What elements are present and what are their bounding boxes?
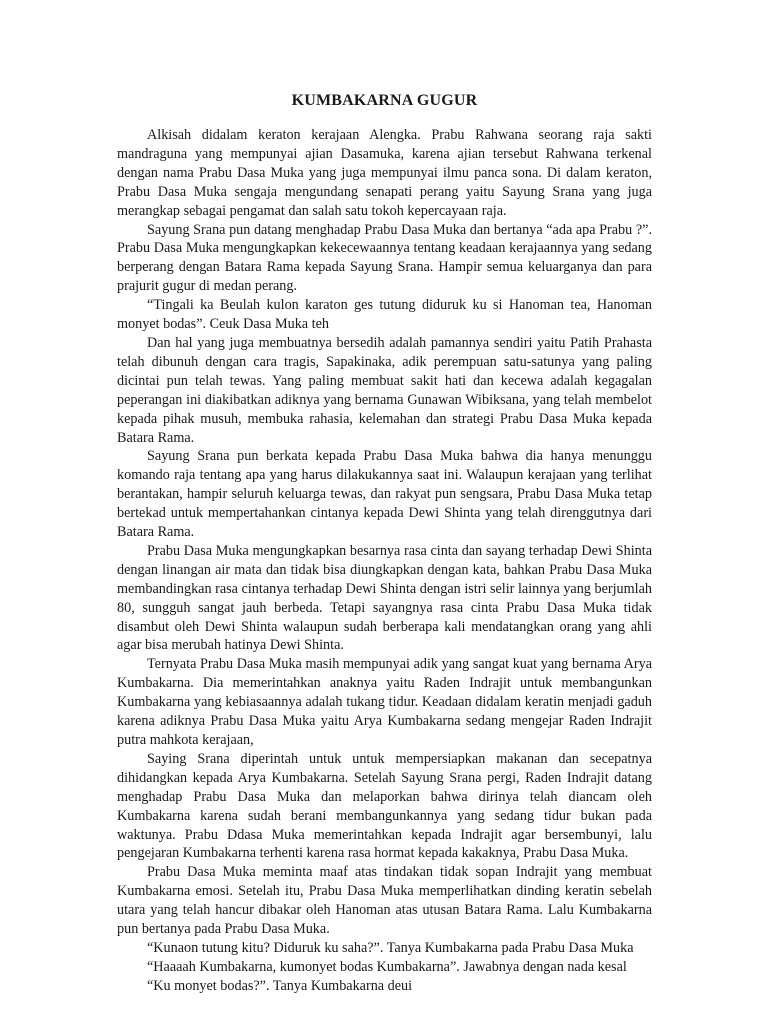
paragraph: Ternyata Prabu Dasa Muka masih mempunyai adik yang sangat kuat yang bernama Arya Kumbakarna. Dia memerintahkan anaknya yaitu Raden Indrajit untuk membangunkan Kumbakarna yang kebiasaannya adalah tukang tidur. Keadaan didalam keratin menjadi gaduh karena adiknya Prabu Dasa Muka yaitu Arya Kumbakarna sedang mengejar Raden Indrajit putra mahkota kerajaan, — [117, 656, 652, 748]
paragraph: “Tingali ka Beulah kulon karaton ges tutung diduruk ku si Hanoman tea, Hanoman monyet bodas”. Ceuk Dasa Muka teh — [117, 297, 652, 333]
paragraph: Dan hal yang juga membuatnya bersedih adalah pamannya sendiri yaitu Patih Prahasta telah dibunuh dengan cara tragis, Sapakinaka, adik perempuan satu-satunya yang paling dicintai pun telah tewas. Yang paling membuat sakit hati dan kecewa adalah kegagalan peperangan ini diakibatkan adiknya yang bernama Gunawan Wibiksana, yang telah membelot kepada pihak musuh, membuka rahasia, kelemahan dan strategi Prabu Dasa Muka kepada Batara Rama. — [117, 334, 652, 446]
paragraph: Sayung Srana pun berkata kepada Prabu Dasa Muka bahwa dia hanya menunggu komando raja tentang apa yang harus dilakukannya saat ini. Walaupun kerajaan yang terlihat berantakan, hampir seluruh keluarga tewas, dan rakyat pun sengsara, Prabu Dasa Muka tetap bertekad untuk mempertahankan cintanya kepada Dewi Shinta yang telah direnggutnya dari Batara Rama. — [117, 448, 652, 541]
paragraph: Prabu Dasa Muka mengungkapkan besarnya rasa cinta dan sayang terhadap Dewi Shinta dengan linangan air mata dan tidak bisa diungkapkan dengan kata, bahkan Prabu Dasa Muka membandingkan rasa cintanya terhadap Dewi Shinta dengan istri selir lainnya yang berjumlah 80, sungguh sangat jauh berbeda. Tetapi sayangnya rasa cinta Prabu Dasa Muka tidak disambut oleh Dewi Shinta walaupun sudah berberapa kali mendatangkan orang yang ahli agar bisa merubah hatinya Dewi Shinta. — [117, 542, 652, 654]
document-title: KUMBAKARNA GUGUR — [291, 92, 478, 109]
document-body — [117, 126, 652, 996]
dialogue-line: “Kunaon tutung kitu? Diduruk ku saha?”. Tanya Kumbakarna pada Prabu Dasa Muka — [147, 939, 634, 956]
paragraph: Prabu Dasa Muka meminta maaf atas tindakan tidak sopan Indrajit yang membuat Kumbakarna emosi. Setelah itu, Prabu Dasa Muka memperlihatkan dinding keratin sebelah utara yang telah hancur dibakar oleh Hanoman atas utusan Batara Rama. Lalu Kumbakarna pun bertanya pada Prabu Dasa Muka. — [117, 864, 652, 938]
document-page — [117, 90, 652, 996]
dialogue-line: “Haaaah Kumbakarna, kumonyet bodas Kumbakarna”. Jawabnya dengan nada kesal — [147, 958, 627, 975]
paragraph: Alkisah didalam keraton kerajaan Alengka. Prabu Rahwana seorang raja sakti mandraguna yang mempunyai ajian Dasamuka, karena ajian tersebut Rahwana terkenal dengan nama Prabu Dasa Muka yang juga mempunyai ilmu panca sona. Di dalam keraton, Prabu Dasa Muka sengaja mengundang senapati perang yaitu Sayung Srana yang juga merangkap sebagai pengamat dan salah satu tokoh kepercayaan raja. — [117, 127, 652, 219]
paragraph: Sayung Srana pun datang menghadap Prabu Dasa Muka dan bertanya “ada apa Prabu ?”. Prabu Dasa Muka mengungkapkan kekecewaannya tentang keadaan kerajaannya yang sedang berperang dengan Batara Rama kepada Sayung Srana. Hampir semua keluarganya dan para prajurit gugur di medan perang. — [117, 221, 652, 295]
paragraph: Saying Srana diperintah untuk untuk mempersiapkan makanan dan secepatnya dihidangkan kepada Arya Kumbakarna. Setelah Sayung Srana pergi, Raden Indrajit datang menghadap Prabu Dasa Muka dan melaporkan bahwa dirinya telah diancam oleh Kumbakarna karena sudah berani membangunkannya yang sedang tidur bukan pada waktunya. Prabu Ddasa Muka memerintahkan kepada Indrajit agar bersembunyi, lalu pengejaran Kumbakarna terhenti karena rasa hormat kepada kakaknya, Prabu Dasa Muka. — [117, 750, 652, 862]
dialogue-line: “Ku monyet bodas?”. Tanya Kumbakarna deui — [147, 977, 413, 994]
